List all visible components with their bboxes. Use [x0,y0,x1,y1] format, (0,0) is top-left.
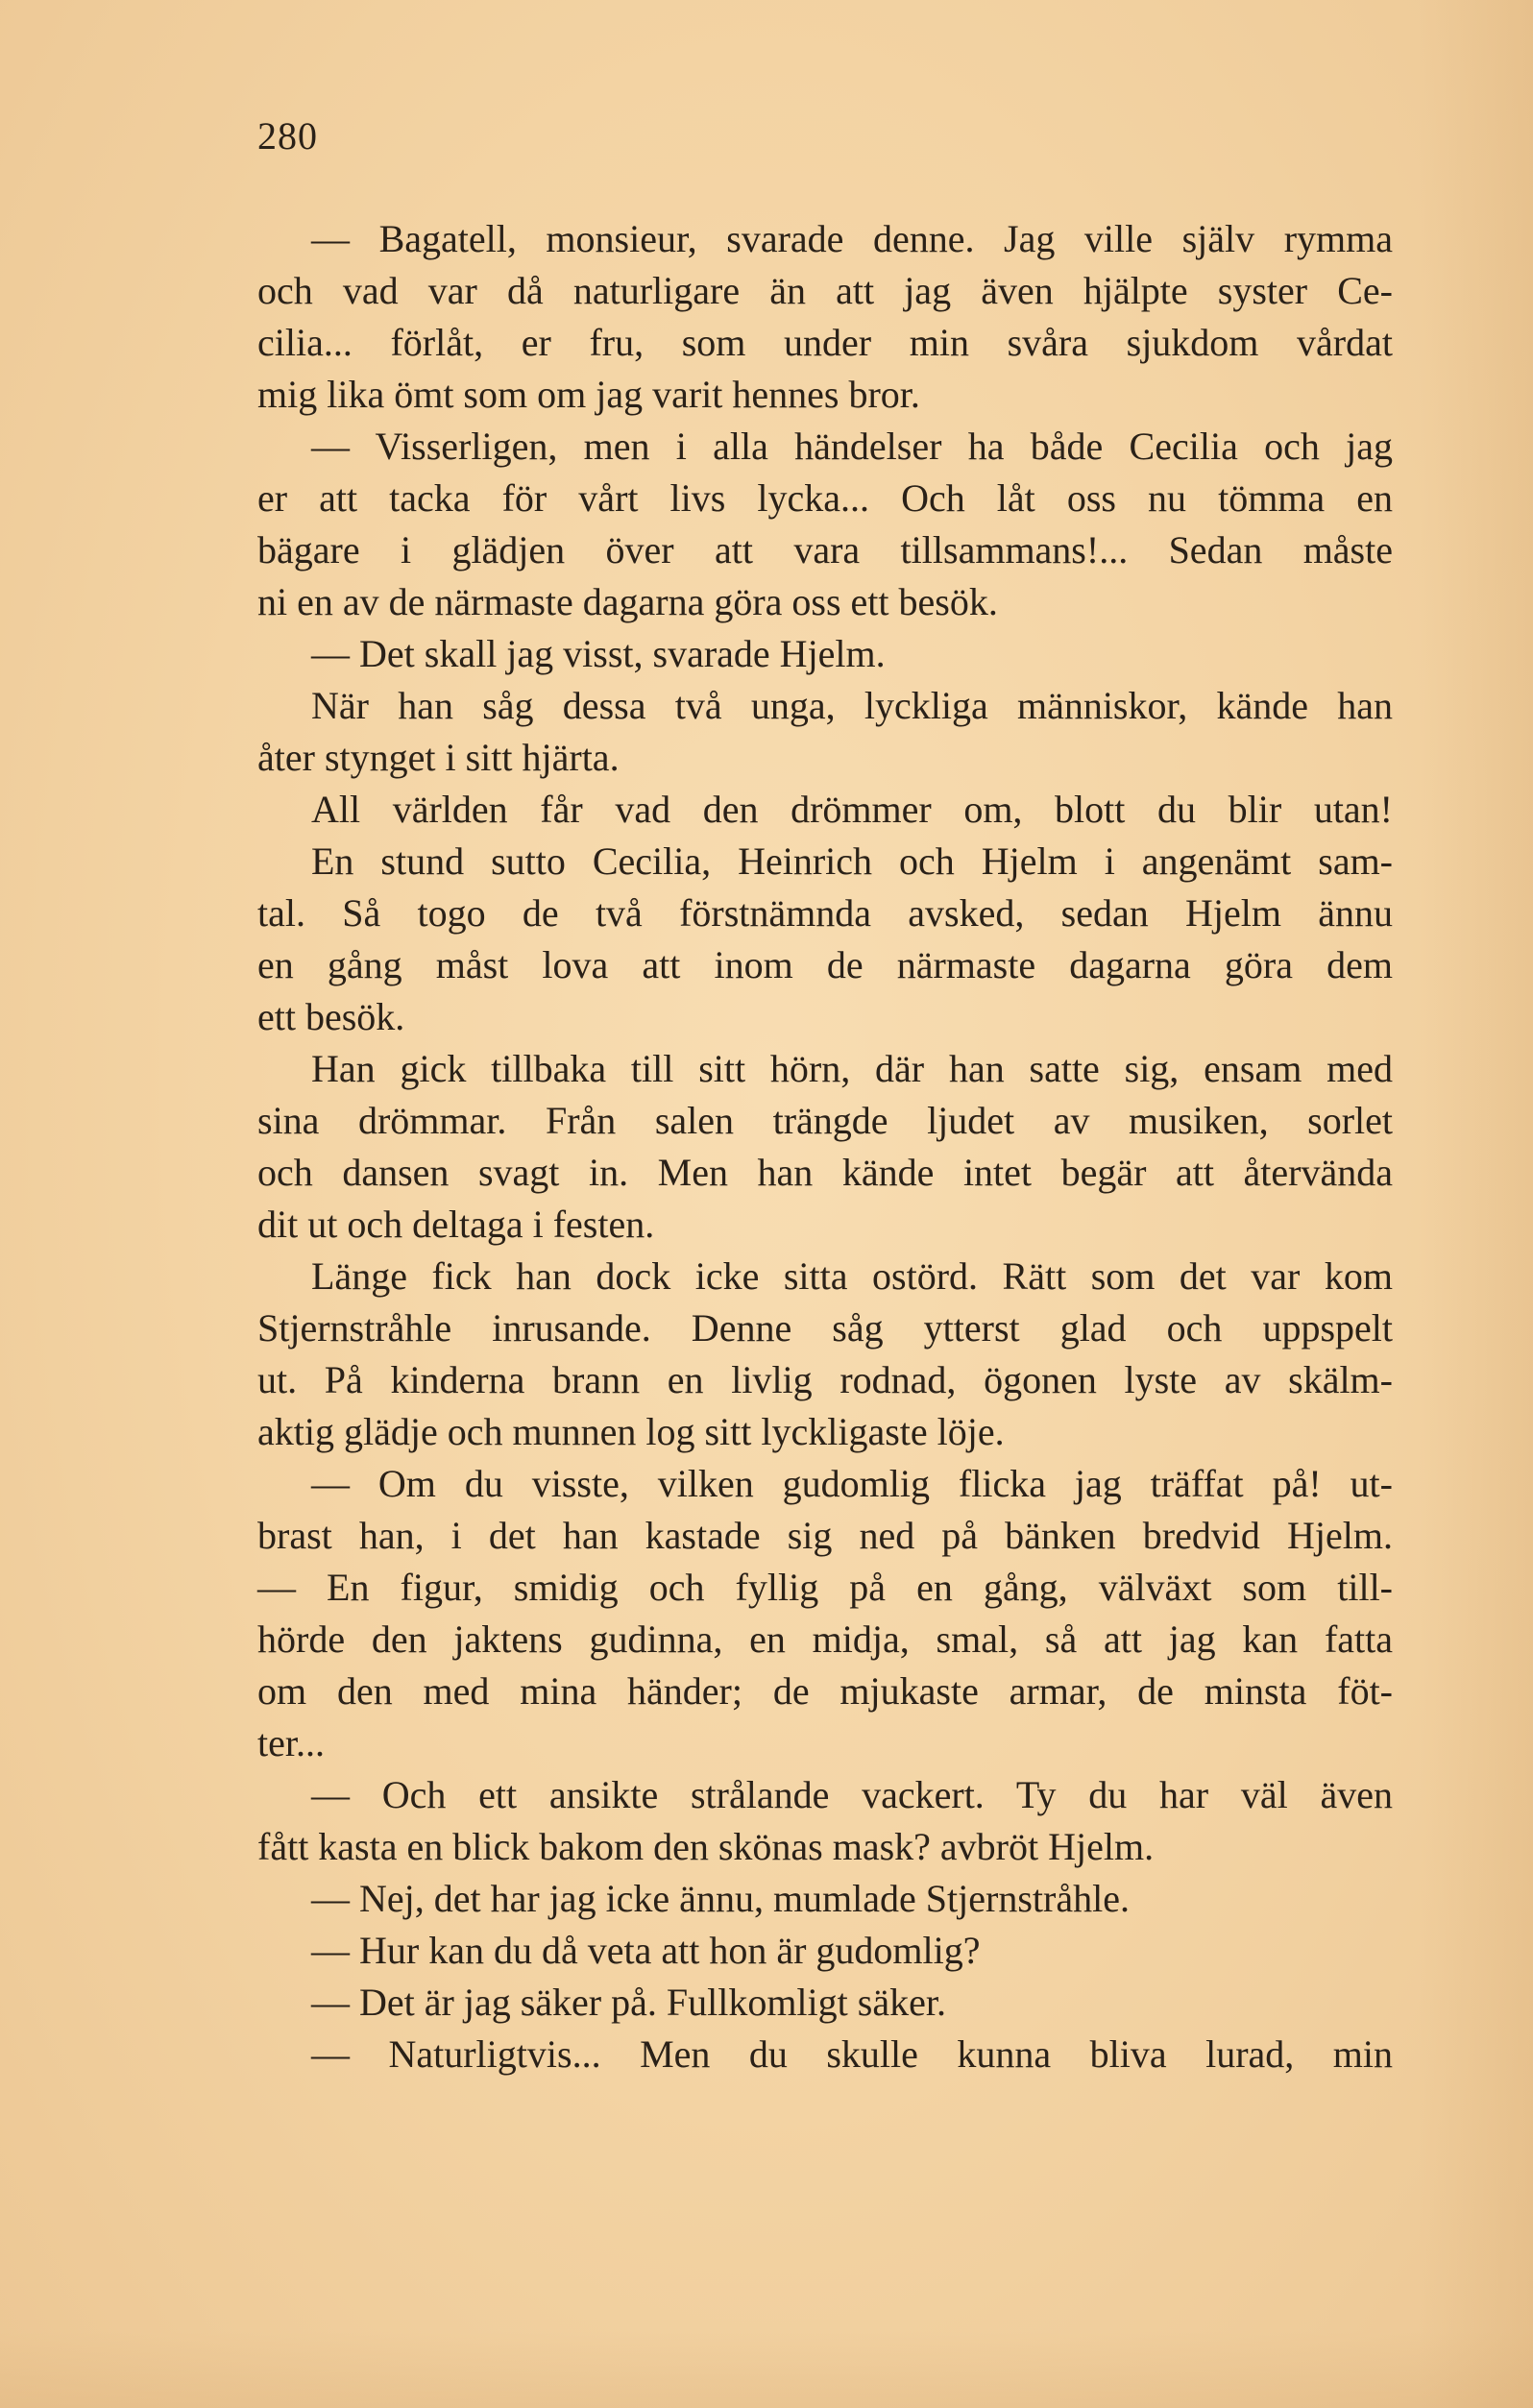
text-line: — Det skall jag visst, svarade Hjelm. [311,632,886,675]
text-line: — Det är jag säker på. Fullkomligt säker. [311,1981,946,2024]
text-line: En stund sutto Cecilia, Heinrich och Hjelm i angenämt sam- [311,839,1393,883]
text-line: ett besök. [257,995,405,1038]
text-line: Han gick tillbaka till sitt hörn, där han satte sig, ensam med [311,1047,1393,1090]
text-line: — Bagatell, monsieur, svarade denne. Jag ville själv rymma [311,217,1393,260]
text-line: ut. På kinderna brann en livlig rodnad, ögonen lyste av skälm- [257,1358,1393,1401]
text-line: och dansen svagt in. Men han kände intet begär att återvända [257,1151,1393,1194]
text-line: er att tacka för vårt livs lycka... Och låt oss nu tömma en [257,476,1393,520]
text-line: När han såg dessa två unga, lyckliga människor, kände han [311,684,1393,727]
text-line: åter stynget i sitt hjärta. [257,736,620,779]
text-line: dit ut och deltaga i festen. [257,1203,655,1246]
page-bottom-shading [0,2331,1533,2408]
text-line: sina drömmar. Från salen trängde ljudet av musiken, sorlet [257,1099,1393,1142]
text-line: mig lika ömt som om jag varit hennes bror. [257,373,920,416]
text-line: — Nej, det har jag icke ännu, mumlade Stjernstråhle. [311,1877,1130,1920]
text-line: — Naturligtvis... Men du skulle kunna bliva lurad, min [311,2032,1393,2076]
text-line: cilia... förlåt, er fru, som under min svåra sjukdom vårdat [257,321,1393,364]
text-line: tal. Så togo de två förstnämnda avsked, sedan Hjelm ännu [257,891,1393,935]
text-line: brast han, i det han kastade sig ned på bänken bredvid Hjelm. [257,1514,1393,1557]
text-line: bägare i glädjen över att vara tillsammans!... Sedan måste [257,528,1393,572]
text-line: aktig glädje och munnen log sitt lyckligaste löje. [257,1410,1005,1453]
text-line: ni en av de närmaste dagarna göra oss ett besök. [257,580,998,623]
text-line: hörde den jaktens gudinna, en midja, smal, så att jag kan fatta [257,1617,1393,1661]
text-line: och vad var då naturligare än att jag även hjälpte syster Ce- [257,269,1393,312]
text-line: — Visserligen, men i alla händelser ha både Cecilia och jag [311,425,1393,468]
text-line: — Och ett ansikte strålande vackert. Ty du har väl även [311,1773,1393,1816]
text-line: ter... [257,1721,325,1764]
text-line: Länge fick han dock icke sitta ostörd. Rätt som det var kom [311,1254,1393,1298]
page-number: 280 [257,114,318,158]
text-line: en gång måst lova att inom de närmaste dagarna göra dem [257,943,1393,986]
text-line: — Hur kan du då veta att hon är gudomlig? [311,1929,981,1972]
text-line: fått kasta en blick bakom den skönas mask? avbröt Hjelm. [257,1825,1155,1868]
text-line: — En figur, smidig och fyllig på en gång, välväxt som till- [257,1566,1393,1609]
text-line: All världen får vad den drömmer om, blott du blir utan! [311,788,1393,831]
text-line: — Om du visste, vilken gudomlig flicka jag träffat på! ut- [311,1462,1393,1505]
body-text [257,213,1393,2080]
text-line: om den med mina händer; de mjukaste armar, de minsta föt- [257,1669,1393,1713]
page-edge-shading [1418,0,1533,2408]
text-line: Stjernstråhle inrusande. Denne såg ytterst glad och uppspelt [257,1306,1393,1350]
